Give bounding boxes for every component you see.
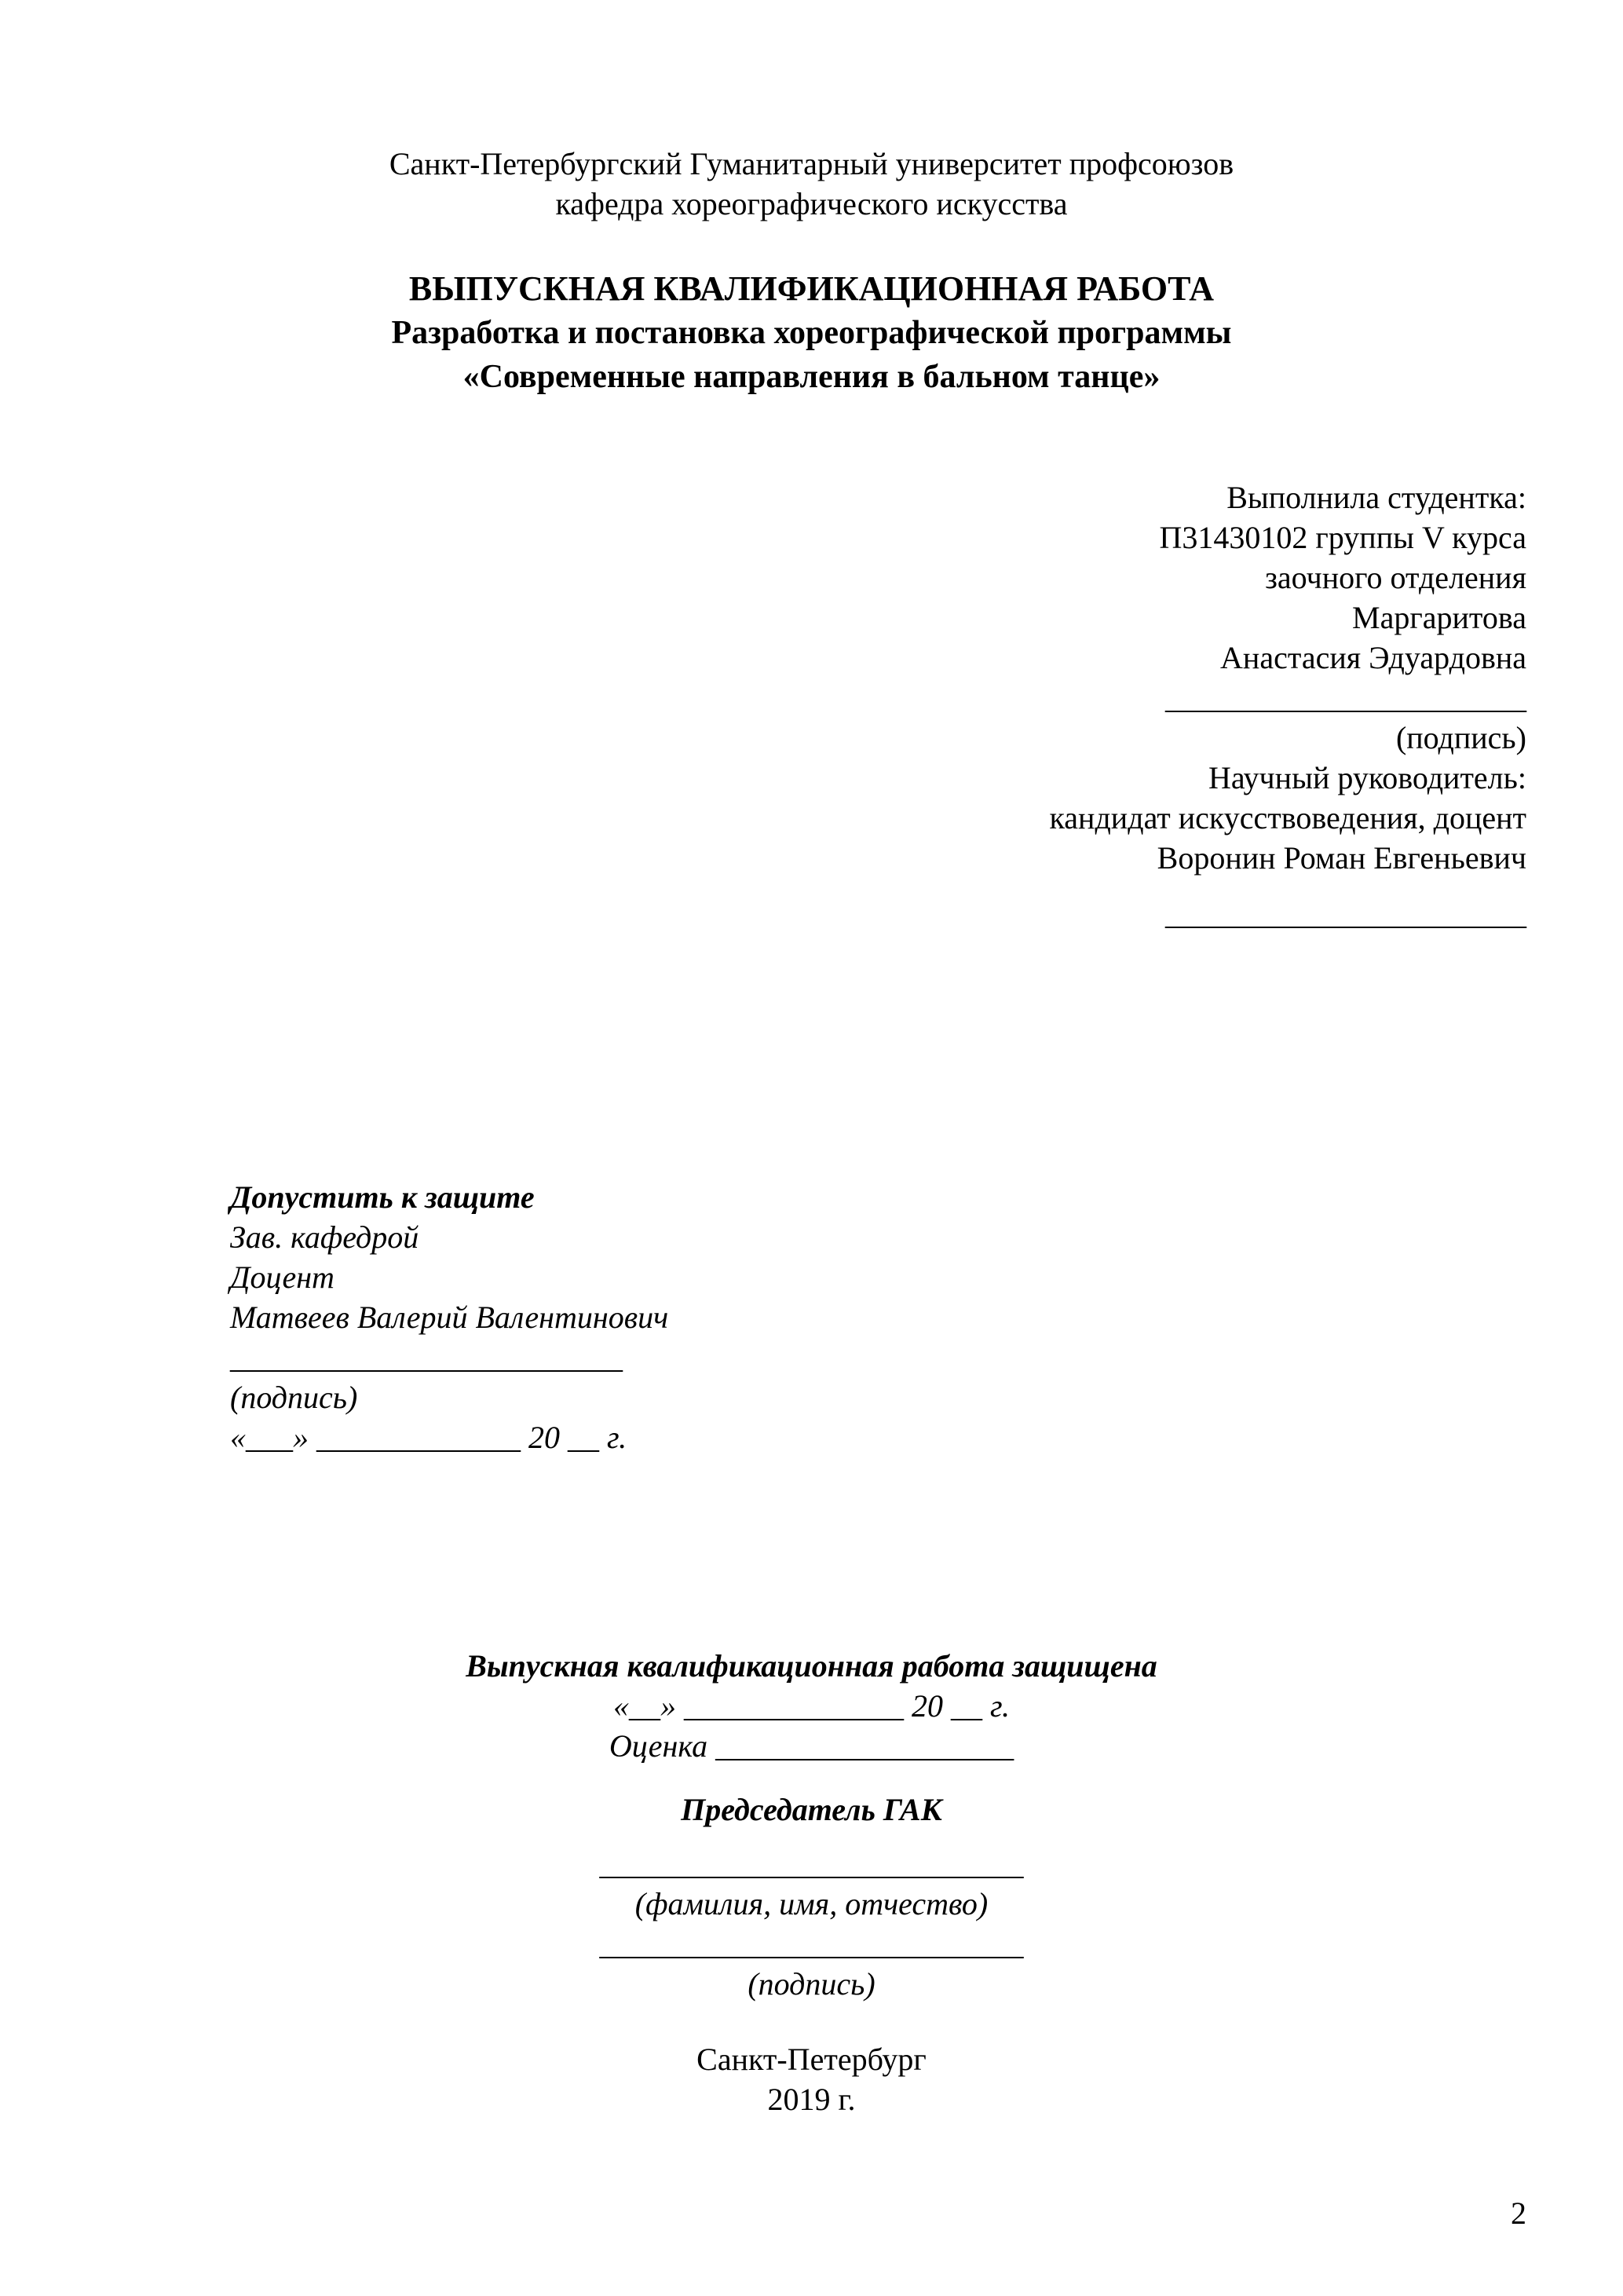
approval-date-line: «___» _____________ 20 __ г. bbox=[230, 1420, 627, 1455]
approval-signature-line: _________________________ bbox=[230, 1340, 623, 1375]
work-subtitle: Разработка и постановка хореографической программы bbox=[391, 315, 1232, 351]
approval-title: Допустить к защите bbox=[230, 1179, 535, 1215]
chairman-signature-caption: (подпись) bbox=[748, 1966, 875, 2002]
work-type-title: ВЫПУСКНАЯ КВАЛИФИКАЦИОННАЯ РАБОТА bbox=[408, 269, 1215, 308]
defense-date-line: «__» ______________ 20 __ г. bbox=[612, 1688, 1011, 1724]
approval-person-name: Матвеев Валерий Валентинович bbox=[230, 1300, 669, 1335]
student-signature-caption: (подпись) bbox=[1395, 720, 1526, 755]
university-name: Санкт-Петербургский Гуманитарный университет профсоюзов bbox=[389, 146, 1234, 181]
student-info-block bbox=[0, 477, 1623, 934]
footer-block bbox=[0, 2039, 1623, 2119]
footer-year: 2019 г. bbox=[767, 2082, 856, 2117]
footer-city: Санкт-Петербург bbox=[696, 2042, 927, 2077]
advisor-label: Научный руководитель: bbox=[1208, 760, 1526, 795]
advisor-degree: кандидат искусствоведения, доцент bbox=[1049, 800, 1526, 835]
approval-block bbox=[230, 1177, 1623, 1457]
defense-grade-line: Оценка ___________________ bbox=[609, 1728, 1014, 1764]
student-group: П31430102 группы V курса bbox=[1159, 520, 1526, 555]
defense-block bbox=[0, 1646, 1623, 2119]
student-role-label: Выполнила студентка: bbox=[1226, 480, 1526, 515]
student-department-form: заочного отделения bbox=[1265, 560, 1526, 595]
page-number: 2 bbox=[1511, 2195, 1526, 2231]
advisor-name: Воронин Роман Евгеньевич bbox=[1157, 840, 1526, 876]
approval-signature-caption: (подпись) bbox=[230, 1380, 358, 1415]
student-name-patronymic: Анастасия Эдуардовна bbox=[1220, 640, 1526, 675]
chairman-title: Председатель ГАК bbox=[681, 1792, 942, 1827]
chairman-signature-line: ___________________________ bbox=[599, 1926, 1024, 1961]
advisor-signature-line: _______________________ bbox=[1165, 896, 1526, 931]
defense-title: Выпускная квалификационная работа защищена bbox=[466, 1648, 1157, 1684]
university-header bbox=[0, 144, 1623, 224]
student-signature-line: _______________________ bbox=[1165, 680, 1526, 715]
approval-position-1: Зав. кафедрой bbox=[230, 1219, 419, 1255]
approval-position-2: Доцент bbox=[230, 1260, 334, 1295]
work-subtitle-quoted: «Современные направления в бальном танце» bbox=[462, 359, 1161, 395]
work-title-block bbox=[0, 267, 1623, 399]
chairman-name-line: ___________________________ bbox=[599, 1846, 1024, 1881]
department-name: кафедра хореографического искусства bbox=[555, 186, 1068, 221]
student-surname: Маргаритова bbox=[1352, 600, 1526, 635]
chairman-name-caption: (фамилия, имя, отчество) bbox=[634, 1886, 989, 1921]
